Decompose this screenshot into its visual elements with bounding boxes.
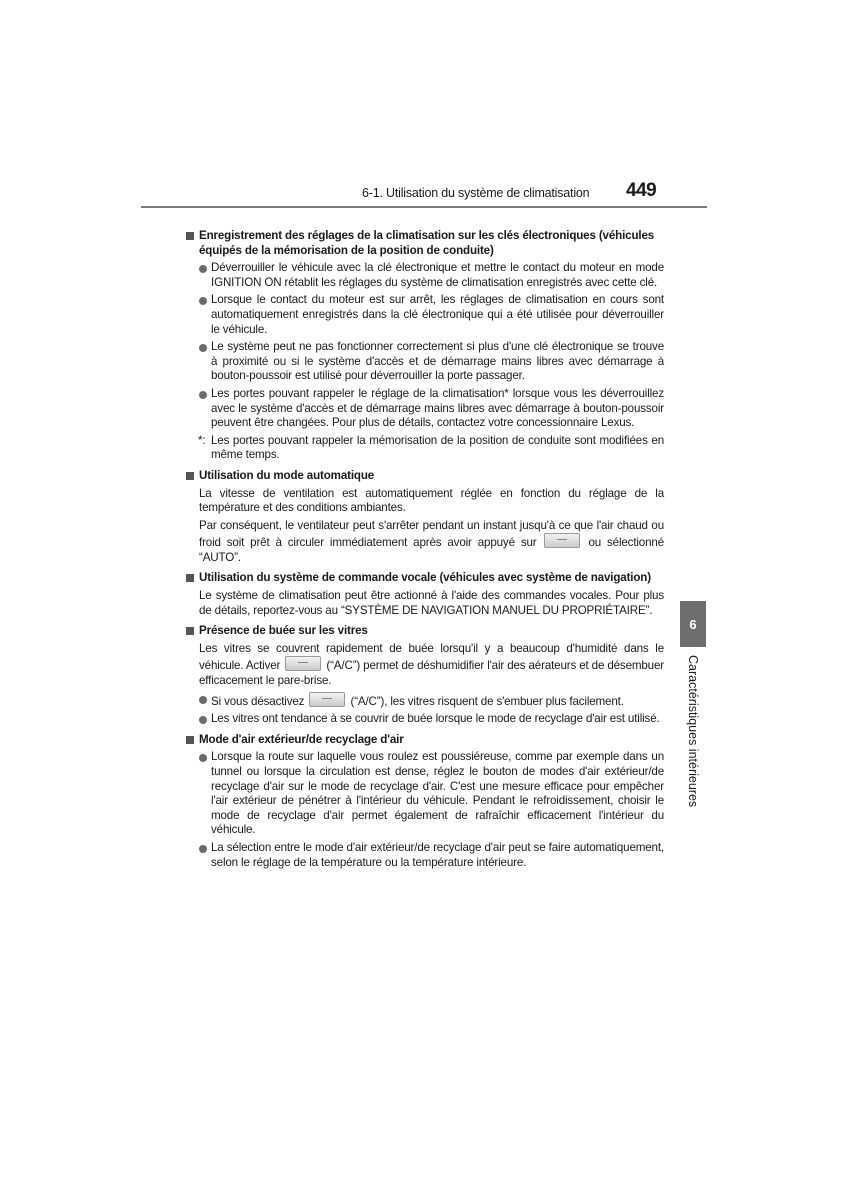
- section-voice-control: [186, 571, 664, 618]
- chapter-label: Caractéristiques intérieures: [686, 655, 700, 808]
- footnote: [186, 434, 664, 463]
- section-title: 6-1. Utilisation du système de climatisation: [362, 186, 590, 200]
- footnote-text: Les portes pouvant rappeler la mémorisation de la position de conduite sont modifiées en même temps.: [211, 433, 664, 462]
- paragraph-text: Par conséquent, le ventilateur peut s'arrêter pendant un instant jusqu'à ce que l'air chaud ou froid soit prêt à circuler immédiatement après avoir appuyé sur: [199, 518, 664, 550]
- ac-button-icon: [285, 656, 321, 671]
- circle-bullet-icon: [199, 297, 207, 305]
- heading-text: Utilisation du système de commande vocale (véhicules avec système de navigation): [199, 571, 651, 585]
- list-item: [186, 841, 664, 870]
- list-item-text: Si vous désactivez: [211, 694, 305, 708]
- square-bullet-icon: [186, 574, 194, 582]
- square-bullet-icon: [186, 627, 194, 635]
- heading-text: Mode d'air extérieur/de recyclage d'air: [199, 732, 404, 746]
- list-item-text: Le système peut ne pas fonctionner correctement si plus d'une clé électronique se trouve à proximité ou si le système d'accès et de démarrage mains libres avec démarrage à bouton-poussoir est utilisé pour déverrouiller la porte passager.: [211, 340, 664, 383]
- list-item: [186, 387, 664, 431]
- paragraph: La vitesse de ventilation est automatiquement réglée en fonction du réglage de la température et des conditions ambiantes.: [199, 486, 664, 515]
- section-air-recirculation: [186, 733, 664, 870]
- circle-bullet-icon: [199, 391, 207, 399]
- heading-text: Enregistrement des réglages de la climatisation sur les clés électroniques (véhicules équipés de la mémorisation de la position de conduite): [199, 229, 655, 257]
- circle-bullet-icon: [199, 845, 207, 853]
- list-item: [186, 712, 664, 727]
- auto-button-icon: [544, 533, 580, 548]
- paragraph: [186, 642, 664, 689]
- section-heading: [186, 733, 664, 748]
- list-item-text: (“A/C”), les vitres risquent de s'embuer plus facilement.: [350, 694, 624, 708]
- list-item: [186, 750, 664, 838]
- list-item-text: Les portes pouvant rappeler le réglage de la climatisation* lorsque vous les déverrouillez avec le système d'accès et de démarrage mains libres avec démarrage à bouton-poussoir peuvent être changées. Pour plus de détails, contactez votre concessionnaire Lexus.: [211, 386, 664, 430]
- chapter-tab: 6: [680, 601, 706, 647]
- list-item: [186, 261, 664, 290]
- heading-text: Présence de buée sur les vitres: [199, 624, 368, 638]
- section-auto-mode: [186, 469, 664, 566]
- paragraph-text: Les vitres se couvrent rapidement de buée lorsqu'il y a beaucoup d'humidité dans le véhicule. Activer: [199, 641, 664, 673]
- list-item: [186, 340, 664, 384]
- list-item-text: Les vitres ont tendance à se couvrir de buée lorsque le mode de recyclage d'air est utilisé.: [211, 712, 660, 726]
- section-fog: [186, 624, 664, 727]
- section-heading: [186, 571, 664, 586]
- circle-bullet-icon: [199, 754, 207, 762]
- paragraph: [186, 519, 664, 566]
- square-bullet-icon: [186, 472, 194, 480]
- list-item-text: La sélection entre le mode d'air extérieur/de recyclage d'air peut se faire automatiquement, selon le réglage de la température ou la température intérieure.: [211, 840, 664, 869]
- page-body: [186, 227, 664, 870]
- circle-bullet-icon: [199, 344, 207, 352]
- list-item-text: Lorsque le contact du moteur est sur arrêt, les réglages de climatisation en cours sont automatiquement enregistrés dans la clé électronique qui a été utilisée pour déverrouiller le véhicule.: [211, 293, 664, 336]
- section-key-memory: [186, 229, 664, 463]
- section-heading: [186, 229, 664, 258]
- paragraph-text: ou sélectionné “AUTO”.: [199, 536, 665, 564]
- page-number: 449: [626, 180, 657, 201]
- list-item: [186, 692, 664, 710]
- circle-bullet-icon: [199, 696, 207, 704]
- list-item-text: Déverrouiller le véhicule avec la clé électronique et mettre le contact du moteur en mode IGNITION ON rétablit les réglages du système de climatisation enregistrés avec cette clé.: [211, 261, 664, 289]
- footnote-mark: *:: [198, 433, 206, 447]
- section-heading: [186, 624, 664, 639]
- paragraph-text: (“A/C”) permet de déshumidifier l'air des aérateurs et de désembuer efficacement le pare-brise.: [199, 659, 664, 688]
- list-item: [186, 293, 664, 337]
- heading-text: Utilisation du mode automatique: [199, 468, 375, 482]
- ac-button-icon: [309, 692, 345, 707]
- circle-bullet-icon: [199, 265, 207, 273]
- paragraph: Le système de climatisation peut être actionné à l'aide des commandes vocales. Pour plus de détails, reportez-vous au “SYSTÈME DE NAVIGATION MANUEL DU PROPRIÉTAIRE”.: [199, 589, 664, 617]
- section-heading: [186, 469, 664, 484]
- header-divider: [141, 206, 707, 208]
- circle-bullet-icon: [199, 716, 207, 724]
- square-bullet-icon: [186, 736, 194, 744]
- list-item-text: Lorsque la route sur laquelle vous roulez est poussiéreuse, comme par exemple dans un tunnel ou lorsque la circulation est dense, réglez le bouton de modes d'air extérieur/de recyclage d'air sur le mode de recyclage d'air. C'est une mesure efficace pour empêcher l'air extérieur de pénétrer à l'intérieur du véhicule. Pendant le refroidissement, choisir le mode de recyclage d'air permet également de rafraîchir efficacement l'intérieur du véhicule.: [211, 750, 664, 837]
- square-bullet-icon: [186, 232, 194, 240]
